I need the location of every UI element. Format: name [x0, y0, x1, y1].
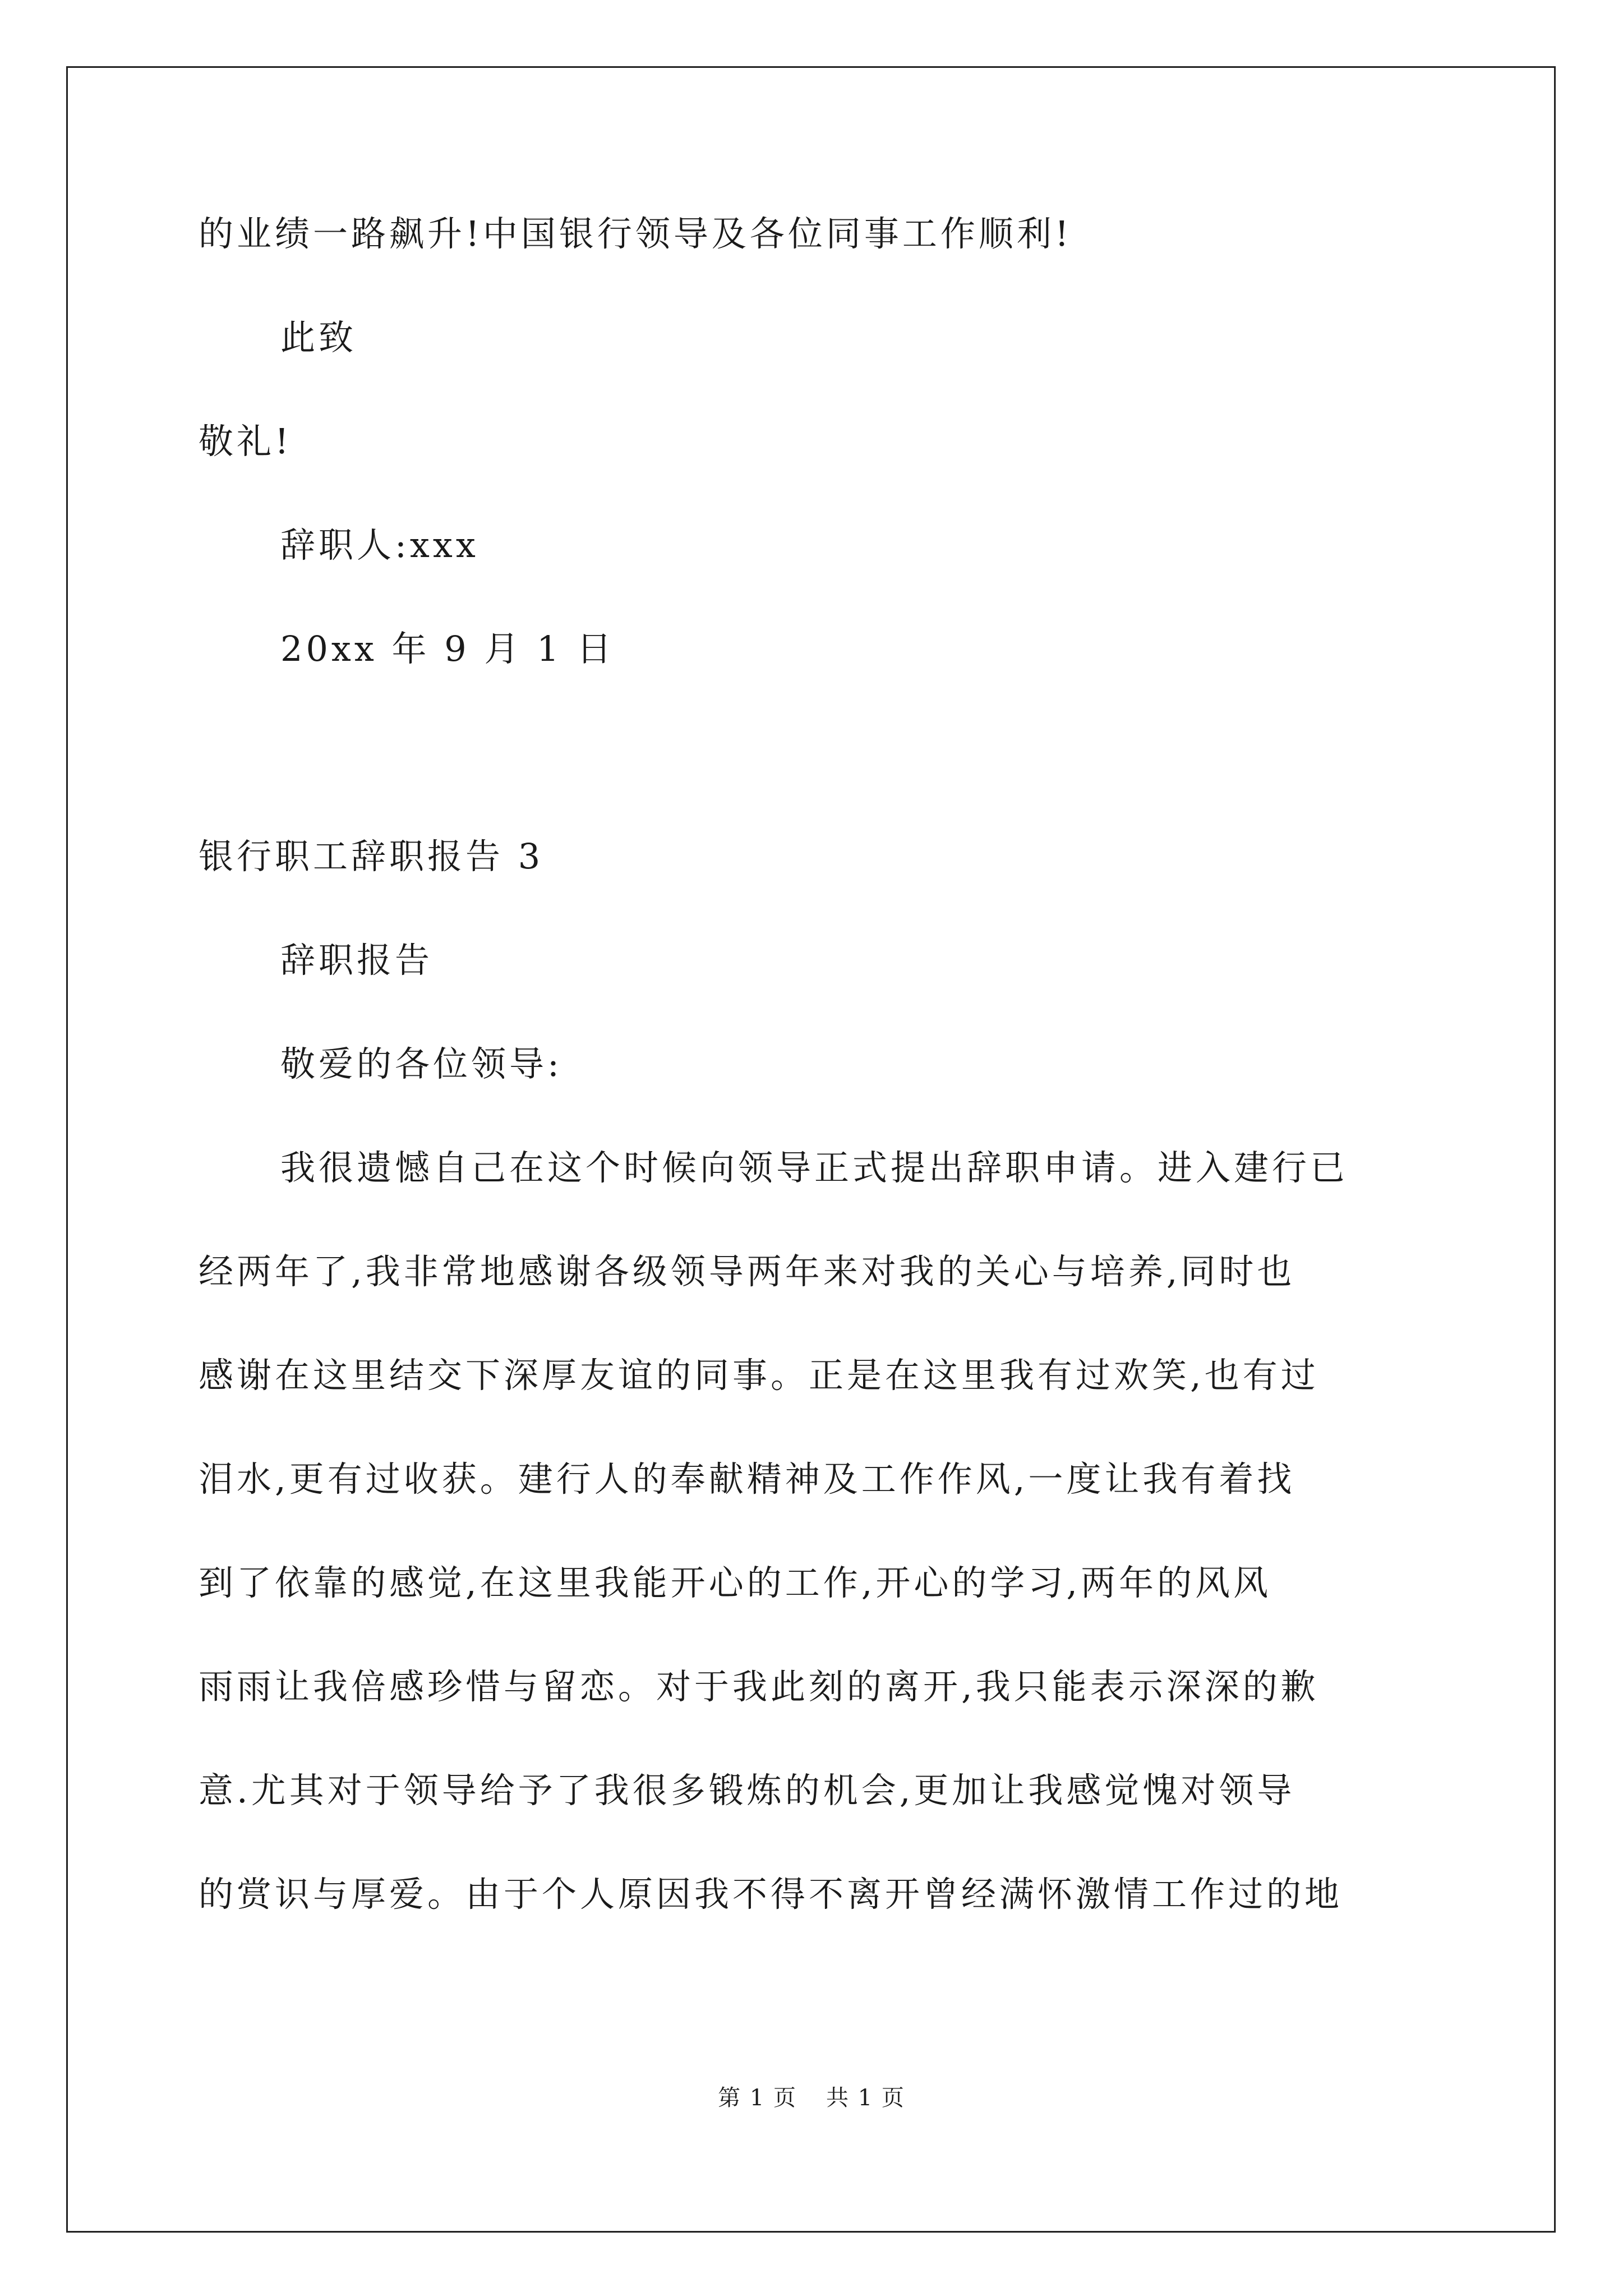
signature-line: 辞职人:xxx: [280, 524, 479, 565]
body-paragraph-line: 雨雨让我倍感珍惜与留恋。对于我此刻的离开,我只能表示深深的歉: [199, 1666, 1319, 1707]
page-footer: [0, 2082, 1623, 2114]
report-heading: 辞职报告: [280, 940, 434, 981]
body-paragraph-line: 的赏识与厚爱。由于个人原因我不得不离开曾经满怀激情工作过的地: [199, 1874, 1343, 1915]
body-paragraph-line: 感谢在这里结交下深厚友谊的同事。正是在这里我有过欢笑,也有过: [199, 1355, 1319, 1396]
closing-wishes-line: 的业绩一路飙升!中国银行领导及各位同事工作顺利!: [199, 213, 1072, 254]
body-paragraph-line: 到了依靠的感觉,在这里我能开心的工作,开心的学习,两年的风风: [199, 1562, 1272, 1603]
page-number: 第 1 页: [718, 2085, 797, 2111]
body-paragraph-line: 经两年了,我非常地感谢各级领导两年来对我的关心与培养,同时也: [199, 1251, 1295, 1292]
section-title: 银行职工辞职报告 3: [199, 836, 544, 877]
date-line: 20xx 年 9 月 1 日: [280, 628, 615, 669]
body-paragraph-line: 我很遗憾自己在这个时候向领导正式提出辞职申请。进入建行已: [280, 1147, 1349, 1188]
salutation-jingli: 敬礼!: [199, 421, 292, 462]
salutation-cizhi: 此致: [280, 317, 357, 358]
page-total: 共 1 页: [826, 2085, 905, 2111]
greeting-line: 敬爱的各位领导:: [280, 1043, 562, 1084]
body-paragraph-line: 泪水,更有过收获。建行人的奉献精神及工作作风,一度让我有着找: [199, 1458, 1295, 1499]
body-paragraph-line: 意.尤其对于领导给予了我很多锻炼的机会,更加让我感觉愧对领导: [199, 1770, 1295, 1811]
